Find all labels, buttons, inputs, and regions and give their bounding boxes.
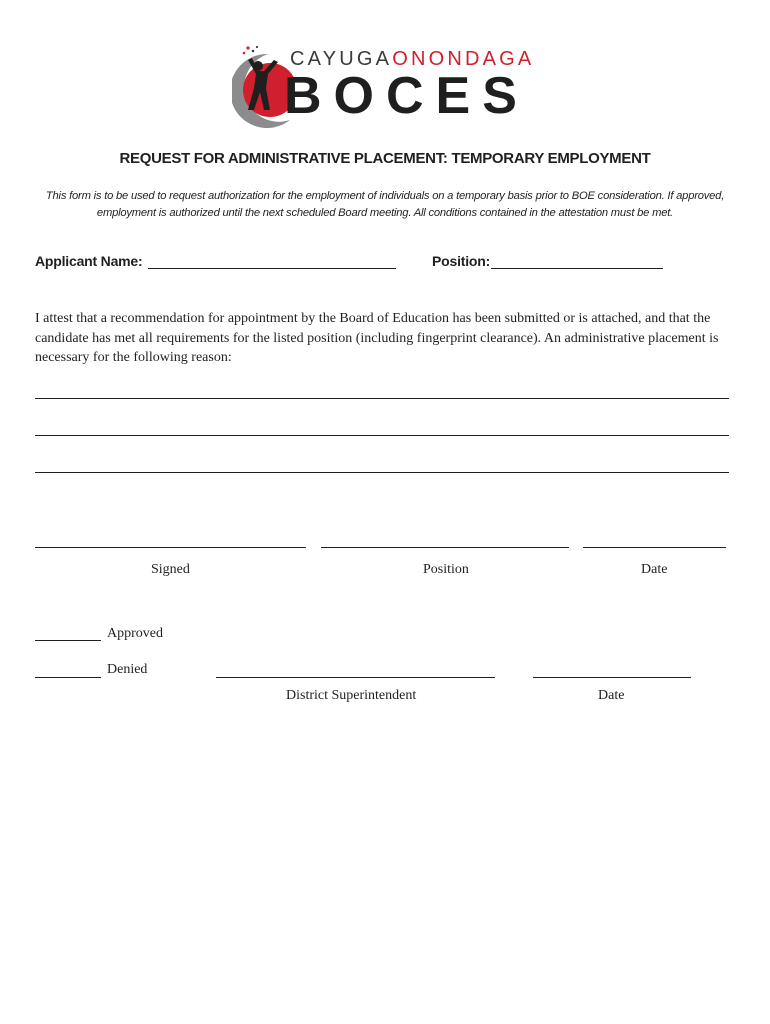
- position-label: Position:: [432, 253, 491, 269]
- attestation-text: I attest that a recommendation for appointment by the Board of Education has been submitted or is attached, and that the candidate has met all requirements for the listed position (including fingerprint clearance). An administrative placement is necessary for the following reason:: [35, 311, 719, 365]
- superintendent-signature-field[interactable]: [216, 677, 495, 678]
- cayuga-onondaga-boces-logo: [232, 44, 542, 128]
- position-caption: Position: [423, 562, 469, 577]
- signed-field[interactable]: [35, 547, 306, 548]
- reason-line-1[interactable]: [35, 398, 729, 399]
- denied-label: Denied: [107, 662, 148, 677]
- approved-field[interactable]: [35, 640, 101, 641]
- logo-word-boces: BOCES: [284, 67, 529, 125]
- reason-line-2[interactable]: [35, 435, 729, 436]
- signed-date-field[interactable]: [583, 547, 726, 548]
- logo-word-cayuga: CAYUGA: [290, 48, 393, 70]
- applicant-name-field[interactable]: [148, 268, 396, 269]
- reason-line-3[interactable]: [35, 472, 729, 473]
- date-caption: Date: [641, 562, 668, 577]
- applicant-name-label: Applicant Name:: [35, 253, 143, 269]
- signed-caption: Signed: [151, 562, 190, 577]
- form-title: REQUEST FOR ADMINISTRATIVE PLACEMENT: TEMPORARY EMPLOYMENT: [119, 150, 651, 167]
- superintendent-caption: District Superintendent: [286, 688, 417, 703]
- form-intro: This form is to be used to request authorization for the employment of individuals on a temporary basis prior to BOE consideration. If approved, employment is authorized until the next scheduled Board meeting. All conditions contained in the attestation must be met.: [45, 190, 725, 219]
- signer-position-field[interactable]: [321, 547, 569, 548]
- approved-label: Approved: [107, 626, 163, 641]
- superintendent-date-caption: Date: [598, 688, 625, 703]
- denied-field[interactable]: [35, 677, 101, 678]
- logo-word-onondaga: ONONDAGA: [392, 48, 535, 70]
- superintendent-date-field[interactable]: [533, 677, 691, 678]
- position-field[interactable]: [491, 268, 663, 269]
